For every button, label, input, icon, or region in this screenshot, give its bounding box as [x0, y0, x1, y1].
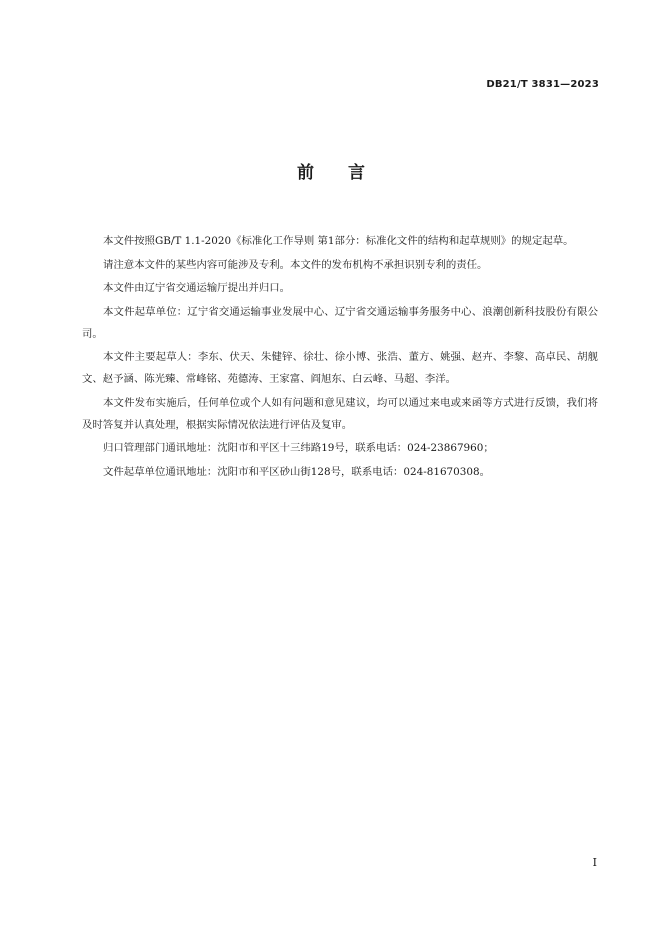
foreword-body	[82, 230, 598, 484]
paragraph-proposer: 本文件由辽宁省交通运输厅提出并归口。	[103, 282, 291, 294]
title-char-2: 言	[348, 163, 365, 183]
paragraph-drafting-units: 本文件起草单位：辽宁省交通运输事业发展中心、辽宁省交通运输事务服务中心、浪潮创新科技股份有限公司。	[82, 305, 598, 340]
paragraph-drafting-rules: 本文件按照GB/T 1.1-2020《标准化工作导则 第1部分：标准化文件的结构和起草规则》的规定起草。	[103, 235, 574, 247]
title-char-1: 前	[297, 163, 314, 183]
paragraph-patent-notice: 请注意本文件的某些内容可能涉及专利。本文件的发布机构不承担识别专利的责任。	[103, 258, 488, 271]
page-title	[0, 158, 662, 183]
page-number: I	[592, 856, 597, 869]
paragraph-feedback: 本文件发布实施后，任何单位或个人如有问题和意见建议，均可以通过来电或来函等方式进行反馈，我们将及时答复并认真处理，根据实际情况依法进行评估及复审。	[82, 396, 598, 431]
document-id: DB21/T 3831—2023	[486, 79, 599, 90]
paragraph-drafters: 本文件主要起草人：李东、伏天、朱健锌、徐壮、徐小博、张浩、董方、姚强、赵卉、李黎、高卓民、胡舰文、赵予涵、陈光臻、常峰铭、苑德涛、王家富、阎旭东、白云峰、马超、李洋。	[82, 351, 598, 385]
paragraph-drafter-address: 文件起草单位通讯地址：沈阳市和平区砂山街128号，联系电话：024-81670308。	[103, 465, 490, 478]
paragraph-admin-address: 归口管理部门通讯地址：沈阳市和平区十三纬路19号，联系电话：024-23867960；	[103, 442, 494, 454]
